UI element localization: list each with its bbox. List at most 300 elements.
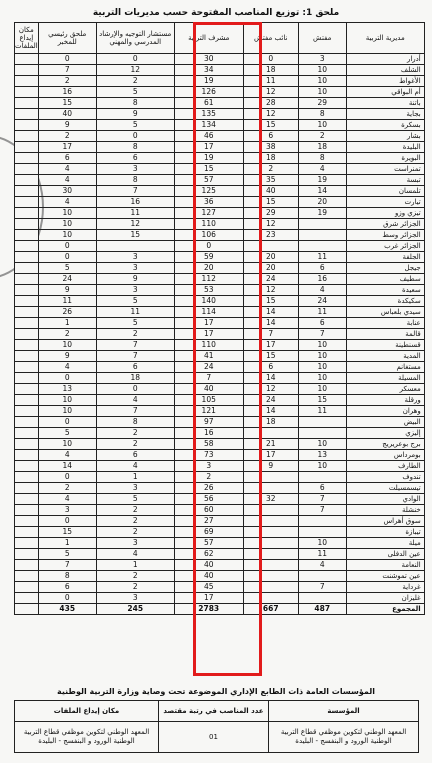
- cell-deposit: [15, 527, 39, 538]
- cell-directorate: سوق أهراس: [346, 516, 424, 527]
- table-row: [15, 538, 425, 549]
- cell-inspector: [298, 417, 346, 428]
- cell-lab-assistant: 16: [38, 87, 96, 98]
- table-row: [15, 120, 425, 131]
- cell-deputy: [243, 516, 298, 527]
- institution-name: المعهد الوطني لتكوين موظفي قطاع التربية الوطنية الورود و البنفسج - البليدة: [269, 722, 419, 753]
- cell-inspector: 16: [298, 274, 346, 285]
- cell-deposit: [15, 76, 39, 87]
- cell-deposit: [15, 241, 39, 252]
- table-row: [15, 340, 425, 351]
- cell-deposit: [15, 373, 39, 384]
- cell-inspector: 4: [298, 164, 346, 175]
- cell-supervisor: 34: [174, 65, 243, 76]
- cell-directorate: الشلف: [346, 65, 424, 76]
- table-row: [15, 406, 425, 417]
- cell-deposit: [15, 164, 39, 175]
- cell-counselor: 9: [96, 109, 174, 120]
- cell-supervisor: 19: [174, 76, 243, 87]
- cell-lab-assistant: 4: [38, 494, 96, 505]
- cell-deposit: [15, 120, 39, 131]
- cell-directorate: ورقلة: [346, 395, 424, 406]
- cell-deputy: 18: [243, 153, 298, 164]
- cell-deputy: 12: [243, 219, 298, 230]
- cell-inspector: 4: [298, 285, 346, 296]
- table-row: [15, 153, 425, 164]
- table-row: [15, 65, 425, 76]
- cell-counselor: 12: [96, 65, 174, 76]
- cell-lab-assistant: 2: [38, 483, 96, 494]
- cell-supervisor: 40: [174, 560, 243, 571]
- institutions-table: [14, 700, 419, 753]
- cell-lab-assistant: 9: [38, 351, 96, 362]
- cell-lab-assistant: 0: [38, 252, 96, 263]
- cell-lab-assistant: 6: [38, 153, 96, 164]
- cell-deputy: 18: [243, 65, 298, 76]
- cell-deposit: [15, 351, 39, 362]
- cell-counselor: 3: [96, 593, 174, 604]
- cell-inspector: 7: [298, 505, 346, 516]
- cell-counselor: 12: [96, 219, 174, 230]
- cell-directorate: سعيدة: [346, 285, 424, 296]
- cell-counselor: 7: [96, 406, 174, 417]
- cell-deputy: [243, 560, 298, 571]
- cell-counselor: 8: [96, 98, 174, 109]
- cell-directorate: تندوف: [346, 472, 424, 483]
- cell-lab-assistant: 14: [38, 461, 96, 472]
- cell-deposit: [15, 593, 39, 604]
- cell-supervisor: 114: [174, 307, 243, 318]
- cell-lab-assistant: 4: [38, 175, 96, 186]
- cell-directorate: غليزان: [346, 593, 424, 604]
- cell-counselor: 7: [96, 351, 174, 362]
- cell-deputy: 18: [243, 417, 298, 428]
- cell-inspector: 7: [298, 582, 346, 593]
- cell-supervisor: 26: [174, 483, 243, 494]
- cell-inspector: 10: [298, 65, 346, 76]
- cell-lab-assistant: 9: [38, 285, 96, 296]
- cell-deputy: 15: [243, 351, 298, 362]
- cell-directorate: عين الدفلى: [346, 549, 424, 560]
- table-row: [15, 351, 425, 362]
- cell-counselor: 8: [96, 175, 174, 186]
- cell-counselor: 6: [96, 153, 174, 164]
- cell-deposit: [15, 109, 39, 120]
- cell-counselor: 0: [96, 54, 174, 65]
- cell-counselor: 5: [96, 494, 174, 505]
- cell-deputy: [243, 538, 298, 549]
- cell-lab-assistant: 8: [38, 571, 96, 582]
- cell-lab-assistant: 10: [38, 219, 96, 230]
- cell-inspector: [298, 516, 346, 527]
- cell-lab-assistant: 17: [38, 142, 96, 153]
- cell-directorate: بومرداس: [346, 450, 424, 461]
- cell-deputy: 14: [243, 406, 298, 417]
- cell-deposit: [15, 285, 39, 296]
- cell-deputy: 17: [243, 450, 298, 461]
- table-row: [15, 186, 425, 197]
- cell-directorate: الأغواط: [346, 76, 424, 87]
- cell-directorate: قالمة: [346, 329, 424, 340]
- cell-directorate: تمنراست: [346, 164, 424, 175]
- cell-lab-assistant: 10: [38, 230, 96, 241]
- table-row: [15, 318, 425, 329]
- cell-deputy: 12: [243, 384, 298, 395]
- cell-deputy: 12: [243, 87, 298, 98]
- table-row: [15, 197, 425, 208]
- cell-supervisor: 57: [174, 538, 243, 549]
- table-row: [15, 560, 425, 571]
- cell-supervisor: 112: [174, 274, 243, 285]
- cell-counselor: 8: [96, 142, 174, 153]
- table-row: [15, 428, 425, 439]
- cell-inspector: 10: [298, 362, 346, 373]
- cell-inspector: 10: [298, 538, 346, 549]
- cell-inspector: 6: [298, 483, 346, 494]
- cell-lab-assistant: 0: [38, 593, 96, 604]
- cell-counselor: 11: [96, 307, 174, 318]
- cell-deposit: [15, 395, 39, 406]
- cell-deputy: 28: [243, 98, 298, 109]
- cell-supervisor: 27: [174, 516, 243, 527]
- cell-counselor: 2: [96, 439, 174, 450]
- cell-inspector: 11: [298, 307, 346, 318]
- cell-supervisor: 69: [174, 527, 243, 538]
- cell-supervisor: 61: [174, 98, 243, 109]
- cell-counselor: 6: [96, 450, 174, 461]
- cell-lab-assistant: 2: [38, 131, 96, 142]
- cell-lab-assistant: 0: [38, 373, 96, 384]
- cell-deputy: 14: [243, 373, 298, 384]
- cell-deputy: 12: [243, 285, 298, 296]
- cell-supervisor: 57: [174, 175, 243, 186]
- table-row: [15, 296, 425, 307]
- cell-deputy: 17: [243, 340, 298, 351]
- table-row: [15, 505, 425, 516]
- cell-counselor: 6: [96, 362, 174, 373]
- cell-counselor: 3: [96, 538, 174, 549]
- cell-deposit: [15, 307, 39, 318]
- cell-supervisor: 135: [174, 109, 243, 120]
- cell-counselor: 2: [96, 582, 174, 593]
- total-inspector: 487: [298, 604, 346, 615]
- cell-deputy: [243, 582, 298, 593]
- page-title: ملحق 1: توزيع المناصب المفتوحة حسب مديريات التربية: [92, 8, 340, 18]
- table-row: [15, 362, 425, 373]
- cell-inspector: 13: [298, 450, 346, 461]
- cell-lab-assistant: 7: [38, 65, 96, 76]
- cell-lab-assistant: 1: [38, 538, 96, 549]
- cell-counselor: 0: [96, 384, 174, 395]
- cell-directorate: الجلفة: [346, 252, 424, 263]
- cell-supervisor: 134: [174, 120, 243, 131]
- cell-deposit: [15, 274, 39, 285]
- cell-counselor: 3: [96, 263, 174, 274]
- cell-supervisor: 97: [174, 417, 243, 428]
- cell-supervisor: 19: [174, 153, 243, 164]
- cell-directorate: قسنطينة: [346, 340, 424, 351]
- cell-inspector: 11: [298, 252, 346, 263]
- cell-inspector: [298, 472, 346, 483]
- cell-lab-assistant: 5: [38, 549, 96, 560]
- cell-counselor: 11: [96, 208, 174, 219]
- cell-counselor: 2: [96, 571, 174, 582]
- table-row: [15, 395, 425, 406]
- cell-directorate: جيجل: [346, 263, 424, 274]
- table-row: [15, 131, 425, 142]
- table-row: [15, 527, 425, 538]
- cell-inspector: 11: [298, 549, 346, 560]
- cell-deputy: 35: [243, 175, 298, 186]
- cell-supervisor: 58: [174, 439, 243, 450]
- cell-inspector: [298, 241, 346, 252]
- cell-deposit: [15, 516, 39, 527]
- cell-directorate: الجزائر وسط: [346, 230, 424, 241]
- table-row: [15, 263, 425, 274]
- cell-inspector: 11: [298, 406, 346, 417]
- cell-inspector: 10: [298, 76, 346, 87]
- cell-supervisor: 30: [174, 54, 243, 65]
- cell-inspector: [298, 571, 346, 582]
- cell-counselor: 15: [96, 230, 174, 241]
- cell-directorate: بسكرة: [346, 120, 424, 131]
- cell-lab-assistant: 30: [38, 186, 96, 197]
- table-row: [15, 219, 425, 230]
- header-directorate: مديرية التربية: [346, 23, 424, 54]
- cell-counselor: 8: [96, 417, 174, 428]
- cell-deposit: [15, 406, 39, 417]
- positions-count: 01: [159, 722, 269, 753]
- table-row: [15, 549, 425, 560]
- cell-lab-assistant: 10: [38, 340, 96, 351]
- table-row: [15, 87, 425, 98]
- cell-counselor: 5: [96, 296, 174, 307]
- cell-deposit: [15, 230, 39, 241]
- cell-inspector: 3: [298, 54, 346, 65]
- table-row: [15, 230, 425, 241]
- cell-lab-assistant: 40: [38, 109, 96, 120]
- cell-counselor: 5: [96, 318, 174, 329]
- cell-deposit: [15, 263, 39, 274]
- cell-directorate: خنشلة: [346, 505, 424, 516]
- table-row: [15, 373, 425, 384]
- cell-supervisor: 7: [174, 373, 243, 384]
- cell-counselor: 2: [96, 76, 174, 87]
- cell-deputy: [243, 241, 298, 252]
- cell-deputy: 15: [243, 197, 298, 208]
- cell-lab-assistant: 15: [38, 527, 96, 538]
- cell-deposit: [15, 208, 39, 219]
- cell-supervisor: 62: [174, 549, 243, 560]
- cell-supervisor: 73: [174, 450, 243, 461]
- cell-lab-assistant: 4: [38, 362, 96, 373]
- cell-supervisor: 17: [174, 142, 243, 153]
- cell-directorate: ميلة: [346, 538, 424, 549]
- cell-lab-assistant: 6: [38, 582, 96, 593]
- cell-inspector: 19: [298, 208, 346, 219]
- table-row: [15, 483, 425, 494]
- cell-deposit: [15, 439, 39, 450]
- total-label: المجموع: [346, 604, 424, 615]
- cell-directorate: النعامة: [346, 560, 424, 571]
- cell-deputy: 29: [243, 208, 298, 219]
- cell-supervisor: 17: [174, 329, 243, 340]
- cell-counselor: 3: [96, 285, 174, 296]
- table-row: [15, 54, 425, 65]
- table-row: [15, 472, 425, 483]
- cell-lab-assistant: 0: [38, 417, 96, 428]
- cell-deposit: [15, 472, 39, 483]
- cell-inspector: [298, 593, 346, 604]
- cell-deposit: [15, 340, 39, 351]
- cell-lab-assistant: 10: [38, 208, 96, 219]
- cell-counselor: 1: [96, 472, 174, 483]
- cell-deputy: 6: [243, 131, 298, 142]
- table-row: [15, 461, 425, 472]
- cell-directorate: تيزي وزو: [346, 208, 424, 219]
- table-row: [15, 516, 425, 527]
- cell-supervisor: 56: [174, 494, 243, 505]
- cell-lab-assistant: 4: [38, 450, 96, 461]
- cell-deposit: [15, 54, 39, 65]
- cell-supervisor: 24: [174, 362, 243, 373]
- cell-deputy: [243, 428, 298, 439]
- table-row: [15, 494, 425, 505]
- cell-directorate: أم البواقي: [346, 87, 424, 98]
- cell-supervisor: 41: [174, 351, 243, 362]
- cell-counselor: 16: [96, 197, 174, 208]
- cell-deposit: [15, 98, 39, 109]
- cell-counselor: [96, 241, 174, 252]
- cell-inspector: [298, 527, 346, 538]
- header-education-supervisor: مشرف التربية: [174, 23, 243, 54]
- total-lab-assistant: 435: [38, 604, 96, 615]
- cell-deposit: [15, 549, 39, 560]
- deposit-place: المعهد الوطني لتكوين موظفي قطاع التربية الوطنية الورود و البنفسج - البليدة: [15, 722, 159, 753]
- cell-lab-assistant: 10: [38, 395, 96, 406]
- cell-inspector: 7: [298, 494, 346, 505]
- cell-supervisor: 16: [174, 428, 243, 439]
- table-row: [15, 241, 425, 252]
- cell-supervisor: 36: [174, 197, 243, 208]
- table-row: [15, 439, 425, 450]
- cell-lab-assistant: 0: [38, 54, 96, 65]
- cell-counselor: 2: [96, 505, 174, 516]
- cell-deputy: [243, 527, 298, 538]
- cell-supervisor: 0: [174, 241, 243, 252]
- cell-supervisor: 106: [174, 230, 243, 241]
- cell-deposit: [15, 461, 39, 472]
- cell-deputy: 7: [243, 329, 298, 340]
- header-row: [15, 23, 425, 54]
- cell-supervisor: 121: [174, 406, 243, 417]
- cell-deposit: [15, 175, 39, 186]
- cell-deposit: [15, 329, 39, 340]
- cell-deputy: [243, 483, 298, 494]
- cell-deputy: [243, 505, 298, 516]
- cell-supervisor: 17: [174, 318, 243, 329]
- institutions-row: [15, 722, 419, 753]
- institutions-header-row: [15, 701, 419, 722]
- cell-counselor: 18: [96, 373, 174, 384]
- cell-counselor: 0: [96, 131, 174, 142]
- cell-inspector: [298, 219, 346, 230]
- cell-directorate: باتنة: [346, 98, 424, 109]
- cell-deputy: 15: [243, 296, 298, 307]
- cell-inspector: 20: [298, 197, 346, 208]
- cell-directorate: تيسمسيلت: [346, 483, 424, 494]
- cell-counselor: 5: [96, 87, 174, 98]
- cell-deputy: [243, 571, 298, 582]
- cell-directorate: تلمسان: [346, 186, 424, 197]
- cell-deputy: 20: [243, 252, 298, 263]
- cell-deposit: [15, 87, 39, 98]
- cell-directorate: عين تموشنت: [346, 571, 424, 582]
- cell-deposit: [15, 65, 39, 76]
- cell-directorate: تيارت: [346, 197, 424, 208]
- cell-inspector: 10: [298, 87, 346, 98]
- cell-inspector: [298, 230, 346, 241]
- cell-directorate: المسيلة: [346, 373, 424, 384]
- cell-deposit: [15, 131, 39, 142]
- cell-directorate: الجزائر غرب: [346, 241, 424, 252]
- cell-lab-assistant: 26: [38, 307, 96, 318]
- cell-deposit: [15, 582, 39, 593]
- cell-lab-assistant: 10: [38, 406, 96, 417]
- cell-directorate: أدرار: [346, 54, 424, 65]
- cell-directorate: الجزائر شرق: [346, 219, 424, 230]
- cell-counselor: 3: [96, 252, 174, 263]
- cell-inspector: 10: [298, 439, 346, 450]
- cell-supervisor: 125: [174, 186, 243, 197]
- cell-deposit: [15, 252, 39, 263]
- cell-supervisor: 45: [174, 582, 243, 593]
- cell-deposit: [15, 197, 39, 208]
- cell-deposit: [15, 153, 39, 164]
- cell-lab-assistant: 0: [38, 241, 96, 252]
- table-row: [15, 142, 425, 153]
- cell-directorate: تبسة: [346, 175, 424, 186]
- cell-lab-assistant: 10: [38, 439, 96, 450]
- cell-supervisor: 46: [174, 131, 243, 142]
- cell-directorate: البليدة: [346, 142, 424, 153]
- cell-deputy: 24: [243, 395, 298, 406]
- cell-supervisor: 110: [174, 340, 243, 351]
- cell-deposit: [15, 417, 39, 428]
- table-row: [15, 175, 425, 186]
- cell-supervisor: 40: [174, 571, 243, 582]
- cell-supervisor: 15: [174, 164, 243, 175]
- cell-inspector: 18: [298, 142, 346, 153]
- cell-inspector: 10: [298, 461, 346, 472]
- cell-deposit: [15, 560, 39, 571]
- cell-deputy: 20: [243, 263, 298, 274]
- cell-inspector: 10: [298, 340, 346, 351]
- cell-counselor: 5: [96, 120, 174, 131]
- cell-directorate: وهران: [346, 406, 424, 417]
- cell-counselor: 3: [96, 164, 174, 175]
- table-row: [15, 571, 425, 582]
- cell-counselor: 7: [96, 340, 174, 351]
- cell-supervisor: 59: [174, 252, 243, 263]
- cell-deposit: [15, 450, 39, 461]
- cell-deputy: 11: [243, 76, 298, 87]
- cell-counselor: 2: [96, 516, 174, 527]
- cell-deputy: 0: [243, 54, 298, 65]
- table-row: [15, 593, 425, 604]
- cell-directorate: المدية: [346, 351, 424, 362]
- cell-supervisor: 110: [174, 219, 243, 230]
